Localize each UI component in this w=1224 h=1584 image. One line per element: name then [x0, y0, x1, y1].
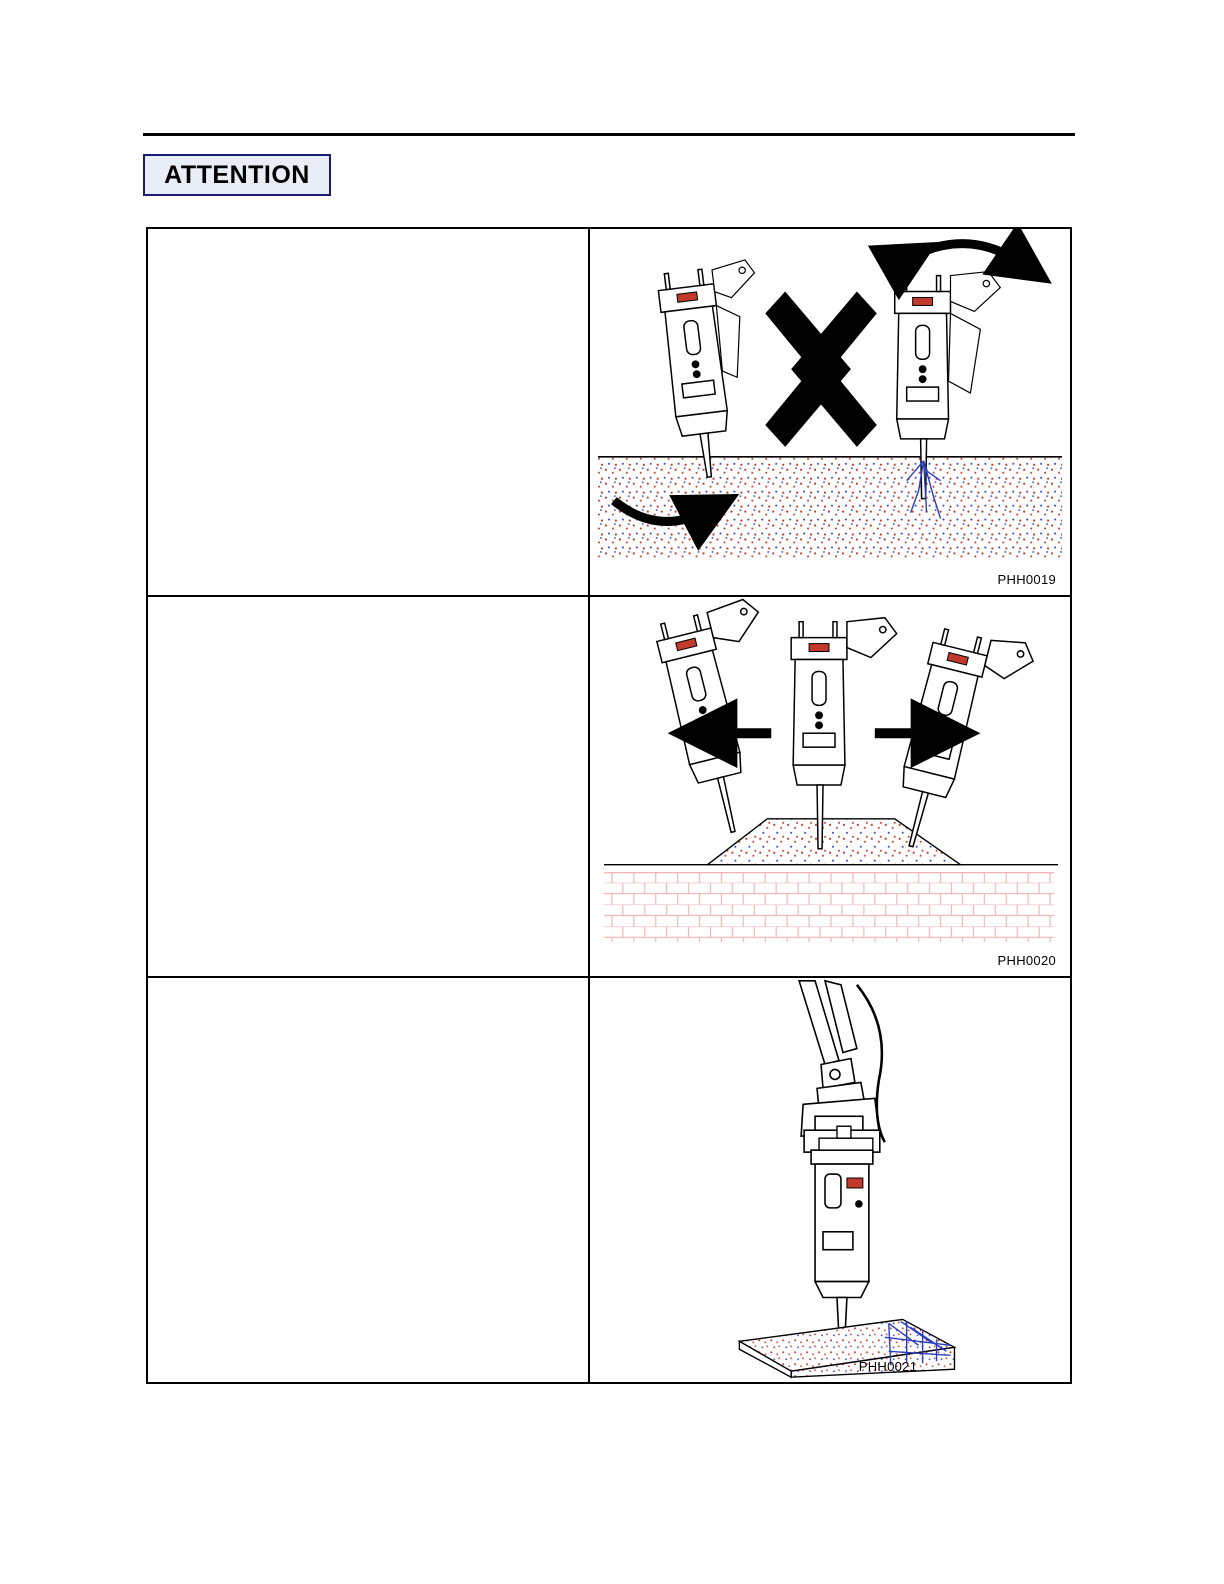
instruction-text-cell: [148, 978, 590, 1382]
table-row: [148, 978, 1070, 1382]
figure-code: PHH0021: [858, 1359, 918, 1374]
hammer-lateral-movement-illustration: [590, 597, 1070, 976]
hammer-prying-not-allowed-illustration: [590, 229, 1070, 595]
attention-heading-box: [143, 154, 331, 196]
page-title: ATTENTION: [164, 160, 310, 189]
prohibition-cross-icon: [765, 292, 877, 447]
instruction-table: [146, 227, 1072, 1384]
table-row: [148, 597, 1070, 978]
instruction-text-cell: [148, 229, 590, 595]
table-row: [148, 229, 1070, 597]
figure-code: PHH0020: [997, 953, 1056, 968]
figure-cell-phh0021: [590, 978, 1070, 1382]
figure-cell-phh0019: [590, 229, 1070, 595]
figure-code: PHH0019: [997, 572, 1056, 587]
instruction-text-cell: [148, 597, 590, 976]
top-horizontal-rule: [143, 133, 1075, 136]
figure-cell-phh0020: [590, 597, 1070, 976]
hammer-breaking-block-illustration: [590, 978, 1070, 1382]
